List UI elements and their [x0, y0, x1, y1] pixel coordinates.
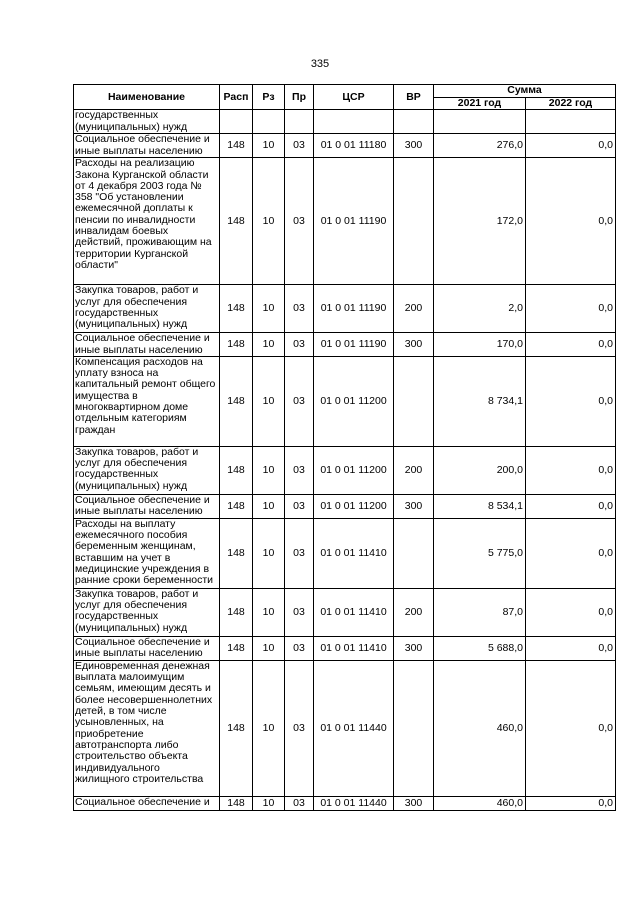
cell-pr: 03 — [285, 636, 314, 660]
cell-sum-2021: 200,0 — [434, 446, 526, 494]
table-row — [74, 134, 616, 158]
cell-name: Социальное обеспечение и — [74, 796, 220, 810]
cell-sum-2021: 8 734,1 — [434, 356, 526, 446]
cell-pr: 03 — [285, 285, 314, 333]
cell-vr — [394, 110, 434, 134]
cell-rz: 10 — [253, 494, 285, 518]
cell-pr: 03 — [285, 660, 314, 796]
cell-rasp: 148 — [220, 134, 253, 158]
cell-pr: 03 — [285, 494, 314, 518]
cell-sum-2022: 0,0 — [526, 660, 616, 796]
cell-name: Социальное обеспечение и иные выплаты населению — [74, 333, 220, 357]
cell-rasp — [220, 110, 253, 134]
cell-sum-2021: 460,0 — [434, 660, 526, 796]
cell-pr: 03 — [285, 356, 314, 446]
cell-pr: 03 — [285, 158, 314, 285]
header-year-2021: 2021 год — [434, 98, 526, 110]
cell-vr: 200 — [394, 285, 434, 333]
header-vr: ВР — [394, 85, 434, 110]
cell-sum-2022: 0,0 — [526, 285, 616, 333]
cell-vr: 300 — [394, 636, 434, 660]
cell-rz: 10 — [253, 660, 285, 796]
cell-rasp: 148 — [220, 356, 253, 446]
cell-csr: 01 0 01 11190 — [314, 333, 394, 357]
table-row — [74, 356, 616, 446]
cell-rz: 10 — [253, 588, 285, 636]
cell-csr: 01 0 01 11410 — [314, 518, 394, 588]
cell-rasp: 148 — [220, 518, 253, 588]
cell-rz — [253, 110, 285, 134]
cell-rasp: 148 — [220, 636, 253, 660]
cell-csr: 01 0 01 11200 — [314, 446, 394, 494]
cell-name: Расходы на реализацию Закона Курганской области от 4 декабря 2003 года № 358 "Об установлении ежемесячной доплаты к пенсии по инвалидности инвалидам боевых действий, проживающим на территории Курганской области" — [74, 158, 220, 285]
cell-vr: 300 — [394, 134, 434, 158]
cell-sum-2022: 0,0 — [526, 588, 616, 636]
cell-rz: 10 — [253, 333, 285, 357]
cell-name: Закупка товаров, работ и услуг для обеспечения государственных (муниципальных) нужд — [74, 588, 220, 636]
cell-csr: 01 0 01 11410 — [314, 588, 394, 636]
cell-pr: 03 — [285, 518, 314, 588]
cell-rz: 10 — [253, 134, 285, 158]
cell-rasp: 148 — [220, 796, 253, 810]
table-row — [74, 446, 616, 494]
cell-sum-2021: 8 534,1 — [434, 494, 526, 518]
cell-name: Единовременная денежная выплата малоимущим семьям, имеющим десять и более несовершеннолетних детей, в том числе усыновленных, на приобретение автотранспорта либо строительство объекта индивидуального жилищного строительства — [74, 660, 220, 796]
cell-name: Закупка товаров, работ и услуг для обеспечения государственных (муниципальных) нужд — [74, 285, 220, 333]
cell-vr: 200 — [394, 446, 434, 494]
cell-rz: 10 — [253, 158, 285, 285]
cell-csr: 01 0 01 11190 — [314, 285, 394, 333]
table-row — [74, 333, 616, 357]
table-row — [74, 660, 616, 796]
cell-rz: 10 — [253, 356, 285, 446]
table-row — [74, 285, 616, 333]
cell-sum-2021: 2,0 — [434, 285, 526, 333]
header-rasp: Расп — [220, 85, 253, 110]
cell-sum-2022: 0,0 — [526, 333, 616, 357]
cell-rz: 10 — [253, 796, 285, 810]
cell-pr: 03 — [285, 134, 314, 158]
cell-rz: 10 — [253, 446, 285, 494]
cell-csr — [314, 110, 394, 134]
cell-name: государственных (муниципальных) нужд — [74, 110, 220, 134]
cell-vr — [394, 356, 434, 446]
table-row — [74, 494, 616, 518]
cell-sum-2021: 276,0 — [434, 134, 526, 158]
cell-pr: 03 — [285, 446, 314, 494]
cell-rz: 10 — [253, 285, 285, 333]
header-pr: Пр — [285, 85, 314, 110]
cell-csr: 01 0 01 11440 — [314, 796, 394, 810]
cell-sum-2022: 0,0 — [526, 636, 616, 660]
cell-csr: 01 0 01 11200 — [314, 356, 394, 446]
cell-name: Расходы на выплату ежемесячного пособия беременным женщинам, вставшим на учет в медицинские учреждения в ранние сроки беременности — [74, 518, 220, 588]
header-rz: Рз — [253, 85, 285, 110]
table-header — [74, 85, 616, 110]
cell-csr: 01 0 01 11440 — [314, 660, 394, 796]
cell-pr — [285, 110, 314, 134]
cell-rasp: 148 — [220, 446, 253, 494]
page-number: 335 — [310, 58, 330, 70]
table-row — [74, 110, 616, 134]
cell-name: Социальное обеспечение и иные выплаты населению — [74, 636, 220, 660]
cell-sum-2022: 0,0 — [526, 494, 616, 518]
cell-csr: 01 0 01 11190 — [314, 158, 394, 285]
header-year-2022: 2022 год — [526, 98, 616, 110]
cell-sum-2021: 170,0 — [434, 333, 526, 357]
header-csr: ЦСР — [314, 85, 394, 110]
cell-vr — [394, 158, 434, 285]
cell-sum-2022: 0,0 — [526, 518, 616, 588]
cell-vr: 300 — [394, 333, 434, 357]
cell-sum-2021: 5 688,0 — [434, 636, 526, 660]
cell-sum-2021: 87,0 — [434, 588, 526, 636]
cell-vr — [394, 518, 434, 588]
cell-vr: 300 — [394, 796, 434, 810]
cell-rasp: 148 — [220, 494, 253, 518]
cell-sum-2022: 0,0 — [526, 446, 616, 494]
cell-csr: 01 0 01 11180 — [314, 134, 394, 158]
cell-name: Компенсация расходов на уплату взноса на капитальный ремонт общего имущества в многоквартирном доме отдельным категориям граждан — [74, 356, 220, 446]
cell-sum-2022: 0,0 — [526, 356, 616, 446]
cell-rasp: 148 — [220, 158, 253, 285]
cell-name: Социальное обеспечение и иные выплаты населению — [74, 494, 220, 518]
cell-rz: 10 — [253, 636, 285, 660]
cell-csr: 01 0 01 11410 — [314, 636, 394, 660]
cell-rasp: 148 — [220, 333, 253, 357]
cell-csr: 01 0 01 11200 — [314, 494, 394, 518]
header-name: Наименование — [74, 85, 220, 110]
cell-rasp: 148 — [220, 285, 253, 333]
cell-rz: 10 — [253, 518, 285, 588]
cell-sum-2021: 172,0 — [434, 158, 526, 285]
cell-sum-2021 — [434, 110, 526, 134]
table-row — [74, 158, 616, 285]
cell-sum-2022 — [526, 110, 616, 134]
budget-table — [73, 84, 616, 811]
cell-vr: 300 — [394, 494, 434, 518]
cell-sum-2021: 460,0 — [434, 796, 526, 810]
table-body — [74, 110, 616, 811]
cell-name: Социальное обеспечение и иные выплаты населению — [74, 134, 220, 158]
table-row — [74, 518, 616, 588]
table-row — [74, 588, 616, 636]
cell-pr: 03 — [285, 333, 314, 357]
table-row — [74, 796, 616, 810]
cell-vr: 200 — [394, 588, 434, 636]
cell-pr: 03 — [285, 588, 314, 636]
cell-sum-2022: 0,0 — [526, 134, 616, 158]
table-row — [74, 636, 616, 660]
cell-name: Закупка товаров, работ и услуг для обеспечения государственных (муниципальных) нужд — [74, 446, 220, 494]
cell-vr — [394, 660, 434, 796]
cell-sum-2021: 5 775,0 — [434, 518, 526, 588]
cell-rasp: 148 — [220, 660, 253, 796]
cell-rasp: 148 — [220, 588, 253, 636]
cell-pr: 03 — [285, 796, 314, 810]
cell-sum-2022: 0,0 — [526, 796, 616, 810]
header-sum: Сумма — [434, 85, 616, 98]
cell-sum-2022: 0,0 — [526, 158, 616, 285]
